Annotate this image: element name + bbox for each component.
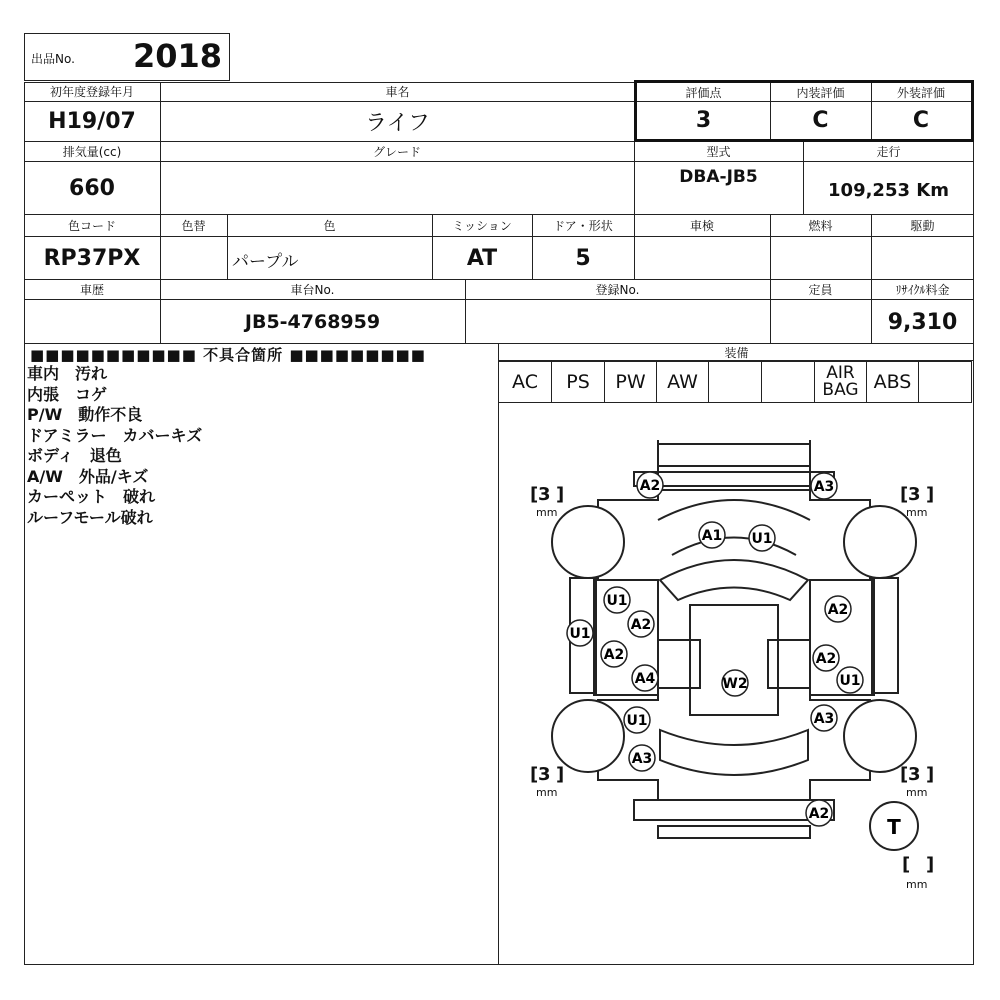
drive-label: 駆動 <box>871 215 974 237</box>
defect-item: A/W 外品/キズ <box>27 466 149 486</box>
damage-mark-code: A1 <box>701 528 723 544</box>
damage-mark-code: W2 <box>722 676 748 692</box>
damage-mark <box>629 745 655 771</box>
capacity-value <box>770 300 872 344</box>
recycle-label: ﾘｻｲｸﾙ料金 <box>871 280 974 300</box>
mileage-value: 109,253 Km <box>828 179 949 201</box>
damage-mark-code: A2 <box>808 806 830 822</box>
equip-ac: AC <box>499 362 552 402</box>
damage-mark-code: A3 <box>813 479 835 495</box>
car-name-value: ライフ <box>160 102 635 142</box>
damage-mark-code: A3 <box>813 711 835 727</box>
tire-bracket: ] <box>926 764 935 785</box>
tire-bracket: [ <box>900 764 909 785</box>
equipment-row <box>499 361 972 403</box>
damage-mark <box>699 522 725 548</box>
inspection-label: 車検 <box>634 215 771 237</box>
damage-mark <box>637 472 663 498</box>
tire-bracket: [ <box>900 484 909 505</box>
inspection-value <box>634 237 771 280</box>
tire-bracket: [ <box>530 484 539 505</box>
repaint-value <box>160 237 228 280</box>
mileage-label: 走行 <box>803 142 974 162</box>
regno-value <box>465 300 771 344</box>
reg-year-value: H19/07 <box>24 102 161 142</box>
model-label: 型式 <box>634 142 804 162</box>
tire-depth-rear-left: 3 <box>538 764 551 785</box>
car-name-label: 車名 <box>160 82 635 102</box>
tire-depth-front-right: 3 <box>908 484 921 505</box>
tire-bracket: ] <box>556 484 565 505</box>
tire-unit: mm <box>906 786 928 799</box>
tire-unit: mm <box>906 506 928 519</box>
damage-mark <box>604 587 630 613</box>
damage-mark <box>722 670 748 696</box>
damage-mark-code: A2 <box>630 617 652 633</box>
chassis-label: 車台No. <box>160 280 466 300</box>
defect-item: カーペット 破れ <box>27 487 156 506</box>
defect-item: ドアミラー カバーキズ <box>27 425 203 445</box>
mission-value: AT <box>432 237 533 280</box>
equip-aw: AW <box>657 362 709 402</box>
color-code-label: 色コード <box>24 215 161 237</box>
damage-mark-code: U1 <box>606 593 628 609</box>
damage-mark-code: A2 <box>639 478 661 494</box>
damage-mark-code: A2 <box>827 602 849 618</box>
lot-number: 2018 <box>133 37 223 75</box>
grade-label: グレード <box>160 142 635 162</box>
tire-bracket: [ <box>902 854 911 875</box>
damage-mark <box>806 800 832 826</box>
damage-mark-code: A3 <box>631 751 653 767</box>
tire-bracket: [ <box>530 764 539 785</box>
damage-mark-code: A4 <box>634 671 656 687</box>
defects-title: ■■■■■■■■■■■ 不具合箇所 ■■■■■■■■■ <box>30 346 426 364</box>
tire-unit: mm <box>906 878 928 891</box>
tire-bracket: ] <box>556 764 565 785</box>
damage-mark <box>825 596 851 622</box>
damage-mark <box>811 705 837 731</box>
score-value: 3 <box>637 102 771 139</box>
regno-label: 登録No. <box>465 280 771 300</box>
damage-mark-code: U1 <box>839 673 861 689</box>
color-value: パープル <box>227 237 433 280</box>
equip-blank-1 <box>709 362 762 402</box>
equip-pw: PW <box>605 362 657 402</box>
defect-item: 内張 コゲ <box>27 384 108 404</box>
model-value: DBA-JB5 <box>634 162 804 192</box>
equip-blank-3 <box>919 362 971 402</box>
spare-tire-label: T <box>887 815 901 839</box>
damage-mark <box>813 645 839 671</box>
exterior-label: 外装評価 <box>871 83 971 102</box>
damage-mark <box>601 641 627 667</box>
damage-mark-code: A2 <box>603 647 625 663</box>
score-label: 評価点 <box>637 83 771 102</box>
damage-mark <box>624 707 650 733</box>
interior-value: C <box>770 102 872 139</box>
equip-blank-2 <box>762 362 815 402</box>
chassis-value: JB5-4768959 <box>160 300 466 344</box>
drive-value <box>871 237 974 280</box>
recycle-value: 9,310 <box>887 309 958 335</box>
color-code-value: RP37PX <box>24 237 161 280</box>
tire-bracket: ] <box>926 854 935 875</box>
door-label: ドア・形状 <box>532 215 635 237</box>
damage-mark <box>628 611 654 637</box>
damage-mark <box>837 667 863 693</box>
defect-item: ルーフモール破れ <box>27 507 153 527</box>
defect-item: 車内 汚れ <box>27 364 108 383</box>
car-outline <box>570 440 898 838</box>
interior-label: 内装評価 <box>770 83 872 102</box>
mileage-cell-border <box>803 162 974 215</box>
damage-mark <box>811 473 837 499</box>
damage-mark-code: U1 <box>569 626 591 642</box>
tire-unit: mm <box>536 506 558 519</box>
exterior-value: C <box>912 108 930 133</box>
lot-box <box>24 33 230 81</box>
equip-abs: ABS <box>867 362 919 402</box>
tire-depth-rear-right: 3 <box>908 764 921 785</box>
damage-mark <box>632 665 658 691</box>
fuel-value <box>770 237 872 280</box>
model-cell-border <box>634 162 804 215</box>
defects-list <box>27 364 202 528</box>
tire-unit: mm <box>536 786 558 799</box>
history-label: 車歴 <box>24 280 161 300</box>
damage-mark-code: U1 <box>626 713 648 729</box>
color-label: 色 <box>227 215 433 237</box>
vehicle-diagram <box>499 404 973 964</box>
fuel-label: 燃料 <box>770 215 872 237</box>
door-value: 5 <box>532 237 635 280</box>
grade-value <box>160 162 635 215</box>
wheel-rear-left <box>552 700 624 772</box>
displacement-label: 排気量(cc) <box>24 142 161 162</box>
equipment-title: 装備 <box>499 344 974 361</box>
reg-year-label: 初年度登録年月 <box>24 82 161 102</box>
mission-label: ミッション <box>432 215 533 237</box>
wheel-front-left <box>552 506 624 578</box>
history-value <box>24 300 161 344</box>
repaint-label: 色替 <box>160 215 228 237</box>
damage-mark <box>749 525 775 551</box>
defect-item: ボディ 退色 <box>27 446 122 465</box>
equip-ps: PS <box>552 362 605 402</box>
capacity-label: 定員 <box>770 280 872 300</box>
lot-label: 出品No. <box>31 52 75 66</box>
damage-mark-code: A2 <box>815 651 837 667</box>
defect-item: P/W 動作不良 <box>27 405 143 424</box>
equip-airbag: AIR BAG <box>815 362 867 402</box>
damage-mark <box>567 620 593 646</box>
tire-bracket: ] <box>926 484 935 505</box>
damage-mark-code: U1 <box>751 531 773 547</box>
displacement-value: 660 <box>24 162 161 215</box>
tire-depth-front-left: 3 <box>538 484 551 505</box>
wheel-rear-right <box>844 700 916 772</box>
